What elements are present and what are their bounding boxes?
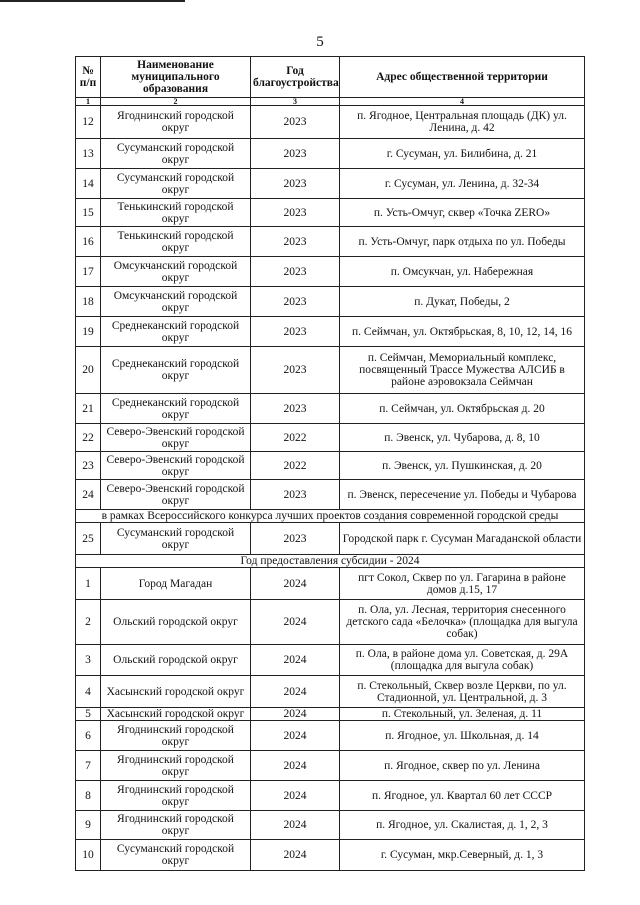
row-number: 25 xyxy=(76,523,101,555)
year: 2022 xyxy=(251,424,340,452)
year: 2024 xyxy=(251,708,340,721)
rows-2024 xyxy=(76,568,585,871)
year: 2023 xyxy=(251,169,340,199)
territory-address: п. Эвенск, пересечение ул. Победы и Чубарова xyxy=(340,480,585,510)
row-number: 3 xyxy=(76,645,101,676)
territory-address: п. Эвенск, ул. Чубарова, д. 8, 10 xyxy=(340,424,585,452)
year: 2024 xyxy=(251,781,340,811)
year: 2024 xyxy=(251,676,340,708)
row-number: 12 xyxy=(76,106,101,139)
territory-address: п. Ола, ул. Лесная, территория снесенного детского сада «Белочка» (площадка для выгула собак) xyxy=(340,600,585,645)
row-number: 22 xyxy=(76,424,101,452)
year: 2023 xyxy=(251,106,340,139)
year: 2024 xyxy=(251,840,340,871)
table-row xyxy=(76,568,585,600)
table-row xyxy=(76,452,585,480)
year: 2023 xyxy=(251,287,340,317)
row-number: 1 xyxy=(76,568,101,600)
municipality-name: Сусуманский городской округ xyxy=(101,523,251,555)
year: 2023 xyxy=(251,139,340,169)
table-row xyxy=(76,751,585,781)
territory-address: п. Омсукчан, ул. Набережная xyxy=(340,257,585,287)
territories-table xyxy=(75,56,585,871)
table-row xyxy=(76,676,585,708)
municipality-name: Ягоднинский городской округ xyxy=(101,811,251,840)
row-number: 23 xyxy=(76,452,101,480)
table-row xyxy=(76,106,585,139)
rows-competition xyxy=(76,523,585,555)
municipality-name: Северо-Эвенский городской округ xyxy=(101,480,251,510)
page-number: 5 xyxy=(316,34,324,50)
municipality-name: Ягоднинский городской округ xyxy=(101,721,251,751)
territory-address: п. Усть-Омчуг, сквер «Точка ZERO» xyxy=(340,199,585,227)
row-number: 13 xyxy=(76,139,101,169)
territory-address: г. Сусуман, ул. Билибина, д. 21 xyxy=(340,139,585,169)
row-number: 19 xyxy=(76,317,101,347)
year: 2023 xyxy=(251,199,340,227)
municipality-name: Хасынский городской округ xyxy=(101,708,251,721)
table-row xyxy=(76,721,585,751)
header-rule xyxy=(0,0,185,2)
municipality-name: Хасынский городской округ xyxy=(101,676,251,708)
row-number: 16 xyxy=(76,227,101,257)
row-number: 9 xyxy=(76,811,101,840)
year: 2024 xyxy=(251,600,340,645)
municipality-name: Сусуманский городской округ xyxy=(101,840,251,871)
territory-address: п. Сеймчан, Мемориальный комплекс, посвященный Трассе Мужества АЛСИБ в районе аэровокзала Сеймчан xyxy=(340,347,585,394)
territory-address: п. Стекольный, Сквер возле Церкви, по ул. Стадионной, ул. Центральной, д. 3 xyxy=(340,676,585,708)
table-row xyxy=(76,708,585,721)
table-header-row xyxy=(76,57,585,98)
row-number: 24 xyxy=(76,480,101,510)
column-number: 2 xyxy=(101,98,251,106)
municipality-name: Ягоднинский городской округ xyxy=(101,106,251,139)
municipality-name: Сусуманский городской округ xyxy=(101,139,251,169)
municipality-name: Северо-Эвенский городской округ xyxy=(101,424,251,452)
year: 2024 xyxy=(251,751,340,781)
year: 2024 xyxy=(251,645,340,676)
table-row xyxy=(76,287,585,317)
territory-address: г. Сусуман, ул. Ленина, д. 32-34 xyxy=(340,169,585,199)
territory-address: п. Ягодное, ул. Скалистая, д. 1, 2, 3 xyxy=(340,811,585,840)
year: 2024 xyxy=(251,568,340,600)
year: 2023 xyxy=(251,480,340,510)
header-year: Год благоустройства xyxy=(251,57,340,98)
header-address: Адрес общественной территории xyxy=(340,57,585,98)
municipality-name: Ольский городской округ xyxy=(101,600,251,645)
territory-address: Городской парк г. Сусуман Магаданской области xyxy=(340,523,585,555)
row-number: 17 xyxy=(76,257,101,287)
table-row xyxy=(76,811,585,840)
territory-address: п. Ола, в районе дома ул. Советская, д. 29А (площадка для выгула собак) xyxy=(340,645,585,676)
territory-address: п. Усть-Омчуг, парк отдыха по ул. Победы xyxy=(340,227,585,257)
territory-address: п. Ягодное, сквер по ул. Ленина xyxy=(340,751,585,781)
table-row xyxy=(76,227,585,257)
table-row xyxy=(76,781,585,811)
column-number: 1 xyxy=(76,98,101,106)
municipality-name: Город Магадан xyxy=(101,568,251,600)
territory-address: п. Дукат, Победы, 2 xyxy=(340,287,585,317)
row-number: 21 xyxy=(76,394,101,424)
row-number: 2 xyxy=(76,600,101,645)
table-row xyxy=(76,257,585,287)
row-number: 5 xyxy=(76,708,101,721)
municipality-name: Омсукчанский городской округ xyxy=(101,257,251,287)
year: 2023 xyxy=(251,523,340,555)
section-competition: в рамках Всероссийского конкурса лучших проектов создания современной городской среды xyxy=(76,510,585,523)
header-municipality: Наименование муниципального образования xyxy=(101,57,251,98)
year: 2024 xyxy=(251,721,340,751)
municipality-name: Тенькинский городской округ xyxy=(101,199,251,227)
table-row xyxy=(76,424,585,452)
table-row xyxy=(76,169,585,199)
row-number: 15 xyxy=(76,199,101,227)
territory-address: п. Стекольный, ул. Зеленая, д. 11 xyxy=(340,708,585,721)
table-row xyxy=(76,645,585,676)
municipality-name: Среднеканский городской округ xyxy=(101,347,251,394)
municipality-name: Ягоднинский городской округ xyxy=(101,751,251,781)
municipality-name: Среднеканский городской округ xyxy=(101,394,251,424)
row-number: 14 xyxy=(76,169,101,199)
table-row xyxy=(76,523,585,555)
municipality-name: Ольский городской округ xyxy=(101,645,251,676)
territory-address: п. Ягодное, Центральная площадь (ДК) ул. Ленина, д. 42 xyxy=(340,106,585,139)
table-row xyxy=(76,347,585,394)
municipality-name: Омсукчанский городской округ xyxy=(101,287,251,317)
year: 2024 xyxy=(251,811,340,840)
table-row xyxy=(76,199,585,227)
municipality-name: Ягоднинский городской округ xyxy=(101,781,251,811)
row-number: 10 xyxy=(76,840,101,871)
territory-address: пгт Сокол, Сквер по ул. Гагарина в районе домов д.15, 17 xyxy=(340,568,585,600)
table-row xyxy=(76,317,585,347)
table-row xyxy=(76,394,585,424)
municipality-name: Сусуманский городской округ xyxy=(101,169,251,199)
municipality-name: Северо-Эвенский городской округ xyxy=(101,452,251,480)
table-row xyxy=(76,600,585,645)
territory-address: п. Ягодное, ул. Квартал 60 лет СССР xyxy=(340,781,585,811)
territory-address: п. Ягодное, ул. Школьная, д. 14 xyxy=(340,721,585,751)
year: 2023 xyxy=(251,394,340,424)
row-number: 20 xyxy=(76,347,101,394)
section-row xyxy=(76,555,585,568)
row-number: 6 xyxy=(76,721,101,751)
section-row xyxy=(76,510,585,523)
territory-address: п. Сеймчан, ул. Октябрьская, 8, 10, 12, 14, 16 xyxy=(340,317,585,347)
section-2024: Год предоставления субсидии - 2024 xyxy=(76,555,585,568)
column-number: 4 xyxy=(340,98,585,106)
municipality-name: Среднеканский городской округ xyxy=(101,317,251,347)
rows-2023 xyxy=(76,106,585,510)
row-number: 18 xyxy=(76,287,101,317)
year: 2022 xyxy=(251,452,340,480)
row-number: 4 xyxy=(76,676,101,708)
territory-address: п. Эвенск, ул. Пушкинская, д. 20 xyxy=(340,452,585,480)
row-number: 7 xyxy=(76,751,101,781)
year: 2023 xyxy=(251,257,340,287)
table-row xyxy=(76,139,585,169)
territory-address: п. Сеймчан, ул. Октябрьская д. 20 xyxy=(340,394,585,424)
municipality-name: Тенькинский городской округ xyxy=(101,227,251,257)
column-numbers-row xyxy=(76,98,585,106)
header-number: № п/п xyxy=(76,57,101,98)
territory-address: г. Сусуман, мкр.Северный, д. 1, 3 xyxy=(340,840,585,871)
year: 2023 xyxy=(251,347,340,394)
row-number: 8 xyxy=(76,781,101,811)
table-row xyxy=(76,840,585,871)
table-row xyxy=(76,480,585,510)
year: 2023 xyxy=(251,227,340,257)
column-number: 3 xyxy=(251,98,340,106)
year: 2023 xyxy=(251,317,340,347)
